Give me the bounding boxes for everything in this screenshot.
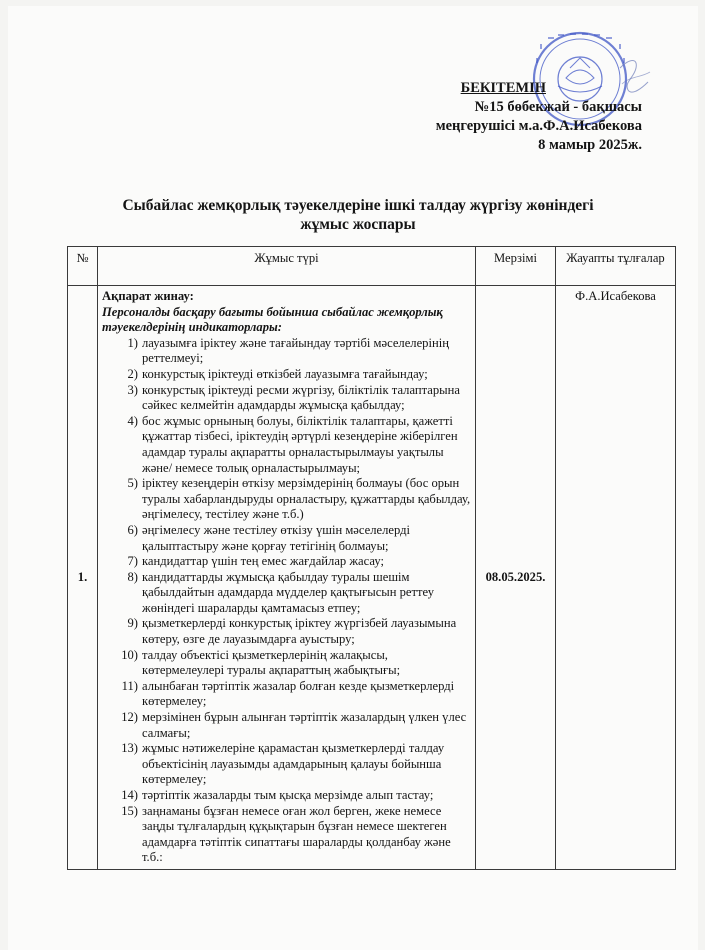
table-header-row xyxy=(68,247,676,286)
list-item xyxy=(102,616,471,647)
list-item-text: әңгімелесу және тестілеу өткізу үшін мәселелерді қалыптастыру және қорғау тетігінің болмауы; xyxy=(142,522,411,553)
list-item-number: 11) xyxy=(121,678,138,693)
document-title-line-2: жұмыс жоспары xyxy=(300,216,416,233)
list-item-number: 4) xyxy=(127,413,138,428)
work-plan-table xyxy=(67,246,676,870)
list-item xyxy=(102,414,471,476)
row-number: 1. xyxy=(68,286,98,870)
list-item-number: 1) xyxy=(127,335,138,350)
list-item xyxy=(102,554,471,570)
list-item-text: жұмыс нәтижелеріне қарамастан қызметкерлерді талдау объектісінің лауазымды адамдарының қалауы бойынша көтермелеу; xyxy=(142,741,445,787)
list-item-text: кандидаттарды жұмысқа қабылдау туралы шешім қабылдайтын адамдарда мүдделер қақтығысын реттеу жөніндегі шараларды қамтамасыз етпеу; xyxy=(142,569,435,615)
list-item xyxy=(102,336,471,367)
list-item xyxy=(102,476,471,523)
table-row xyxy=(68,286,676,870)
list-item-number: 7) xyxy=(127,554,138,569)
approval-block xyxy=(436,79,642,155)
list-item-text: заңнаманы бұзған немесе оған жол берген, жеке немесе заңды тұлғалардың құқықтарын бұзған немесе шектеген адамдарға тәтіптік сипаттағы шараларды қолданбау және т.б.: xyxy=(142,803,451,865)
list-item-number: 9) xyxy=(127,616,138,631)
header-deadline: Мерзімі xyxy=(476,247,556,286)
list-item xyxy=(102,648,471,679)
header-responsible: Жауапты тұлғалар xyxy=(556,247,676,286)
document-title-line-1: Сыбайлас жемқорлық тәуекелдеріне ішкі талдау жүргізу жөніндегі xyxy=(122,197,594,214)
list-item-number: 14) xyxy=(121,788,138,802)
list-item xyxy=(102,523,471,554)
section-subtitle: Персоналды басқару бағыты бойынша сыбайлас жемқорлық тәуекелдерінің индикаторлары: xyxy=(102,304,443,335)
list-item-number: 10) xyxy=(121,647,138,662)
list-item xyxy=(102,679,471,710)
document-page xyxy=(8,6,698,950)
section-title: Ақпарат жинау: xyxy=(102,289,194,303)
list-item-text: кандидаттар үшін тең емес жағдайлар жасау; xyxy=(142,554,384,569)
list-item xyxy=(102,570,471,617)
list-item-text: бос жұмыс орнының болуы, біліктілік талаптары, қажетті құжаттар тізбесі, іріктеудің әртүрлі кезеңдеріне жіберілген адамдар туралы ақпаратты орналастырылмауы уақтылы және/ немесе толық орналастырылмауы; xyxy=(142,413,458,475)
list-item xyxy=(102,383,471,414)
approval-signatory: меңгерушісі м.а.Ф.А.Исабекова xyxy=(435,118,642,134)
list-item-text: алынбаған тәртіптік жазалар болған кезде қызметкерлерді көтермелеу; xyxy=(142,678,455,709)
header-number: № xyxy=(68,247,98,286)
approval-heading: БЕКІТЕМІН xyxy=(460,80,546,96)
list-item-number: 12) xyxy=(121,710,138,725)
list-item-number: 13) xyxy=(121,741,138,756)
deadline-cell: 08.05.2025. xyxy=(476,286,556,870)
list-item-text: талдау объектісі қызметкерлерінің жалақысы, көтермелеулері туралы ақпараттың жабықтығы; xyxy=(142,647,401,678)
list-item-text: іріктеу кезеңдерін өткізу мерзімдерінің болмауы (бос орын туралы хабарландыруды орналастыру, құжаттарды қабылдау, әңгімелесу, тестілеу және т.б.) xyxy=(142,476,471,522)
list-item-text: лауазымға іріктеу және тағайындау тәртібі мәселелерінің реттелмеуі; xyxy=(142,335,449,366)
approval-date: 8 мамыр 2025ж. xyxy=(538,137,642,153)
list-item-text: мерзімінен бұрын алынған тәртіптік жазалардың үлкен үлес салмағы; xyxy=(142,710,467,740)
work-type-cell xyxy=(98,286,476,870)
list-item xyxy=(102,788,471,804)
document-title xyxy=(68,196,648,234)
list-item xyxy=(102,741,471,788)
list-item-number: 3) xyxy=(127,382,138,397)
approval-organization: №15 бөбекжай - бақшасы xyxy=(474,99,642,115)
header-work-type: Жұмыс түрі xyxy=(98,247,476,286)
responsible-cell: Ф.А.Исабекова xyxy=(556,286,676,870)
list-item-number: 15) xyxy=(121,803,138,818)
list-item-number: 8) xyxy=(127,569,138,584)
list-item-text: конкурстық іріктеуді өткізбей лауазымға тағайындау; xyxy=(142,366,428,381)
list-item xyxy=(102,804,471,866)
list-item-number: 6) xyxy=(127,522,138,537)
list-item-text: конкурстық іріктеуді ресми жүргізу, біліктілік талаптарына сәйкес келмейтін адамдарды жұмысқа қабылдау; xyxy=(142,382,460,413)
list-item-number: 2) xyxy=(127,366,138,381)
list-item-text: қызметкерлерді конкурстық іріктеу жүргізбей лауазымына көтеру, өзге де лауазымдарға ауыстыру; xyxy=(142,616,457,647)
list-item xyxy=(102,367,471,383)
list-item-number: 5) xyxy=(127,476,138,491)
indicator-list xyxy=(102,336,471,866)
list-item-text: тәртіптік жазаларды тым қысқа мерзімде алып тастау; xyxy=(142,788,434,802)
list-item xyxy=(102,710,471,741)
